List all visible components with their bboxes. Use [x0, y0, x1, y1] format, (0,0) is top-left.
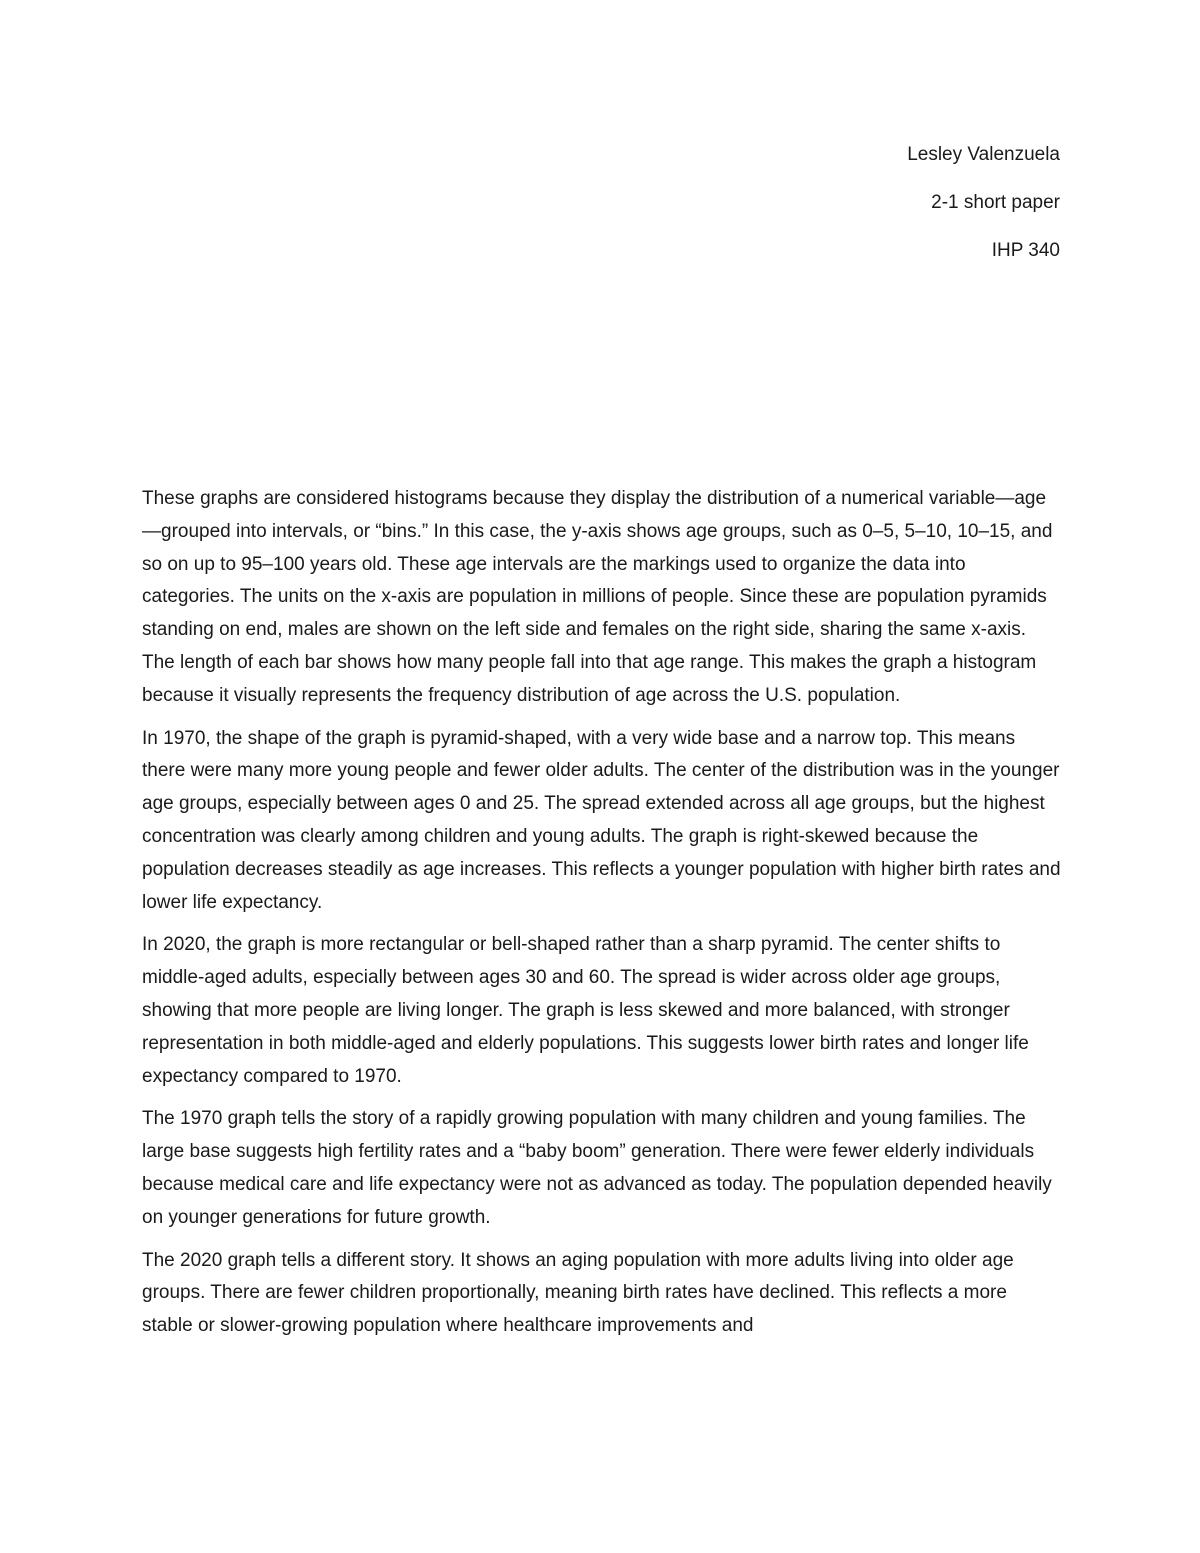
paragraph-1970-shape: In 1970, the shape of the graph is pyramid-shaped, with a very wide base and a narrow top. This means there were many more young people and fewer older adults. The center of the distribution was in the younger age groups, especially between ages 0 and 25. The spread extended across all age groups, but the highest concentration was clearly among children and young adults. The graph is right-skewed because the population decreases steadily as age increases. This reflects a younger population with higher birth rates and lower life expectancy.	[142, 727, 1061, 913]
paragraph-2020-story: The 2020 graph tells a different story. It shows an aging population with more adults living into older age groups. There are fewer children proportionally, meaning birth rates have declined. This reflects a more stable or slower-growing population where healthcare improvements and	[142, 1249, 1014, 1337]
course-code: IHP 340	[991, 240, 1060, 261]
paragraph-histograms: These graphs are considered histograms because they display the distribution of a numerical variable—age—grouped into intervals, or “bins.” In this case, the y-axis shows age groups, such as 0–5, 5–10, 10–15, and so on up to 95–100 years old. These age intervals are the markings used to organize the data into categories. The units on the x-axis are population in millions of people. Since these are population pyramids standing on end, males are shown on the left side and females on the right side, sharing the same x-axis. The length of each bar shows how many people fall into that age range. This makes the graph a histogram because it visually represents the frequency distribution of age across the U.S. population.	[142, 488, 1053, 706]
assignment-title: 2-1 short paper	[931, 192, 1060, 213]
paragraph-2020-shape: In 2020, the graph is more rectangular or bell-shaped rather than a sharp pyramid. The center shifts to middle-aged adults, especially between ages 30 and 60. The spread is wider across older age groups, showing that more people are living longer. The graph is less skewed and more balanced, with stronger representation in both middle-aged and elderly populations. This suggests lower birth rates and longer life expectancy compared to 1970.	[142, 934, 1029, 1087]
paragraph-1970-story: The 1970 graph tells the story of a rapidly growing population with many children and young families. The large base suggests high fertility rates and a “baby boom” generation. There were fewer elderly individuals because medical care and life expectancy were not as advanced as today. The population depended heavily on younger generations for future growth.	[142, 1108, 1052, 1228]
paper-body	[142, 483, 1062, 1353]
paper-header	[907, 143, 1060, 287]
author-name: Lesley Valenzuela	[907, 144, 1060, 165]
